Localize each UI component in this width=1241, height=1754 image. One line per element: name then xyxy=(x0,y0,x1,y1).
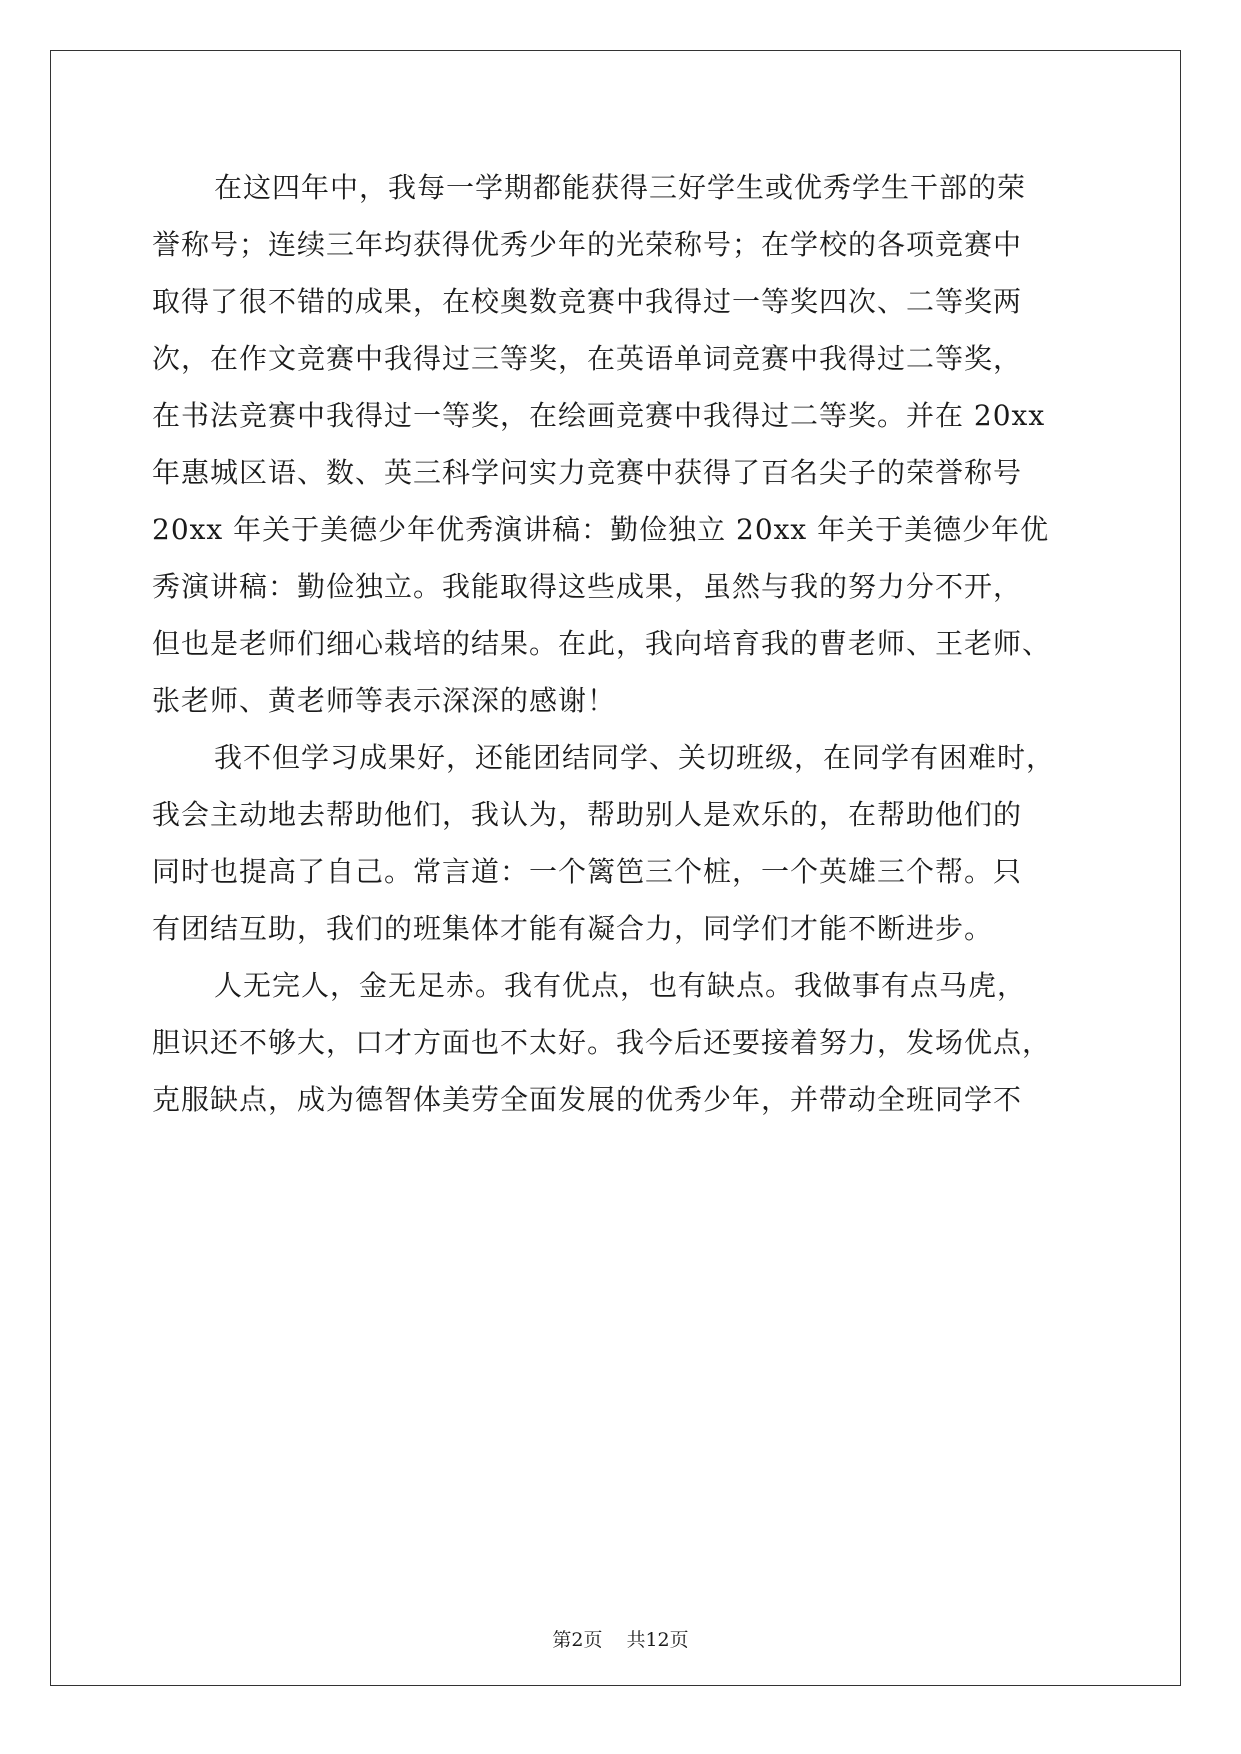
paragraph-1-line-4: 次，在作文竞赛中我得过三等奖，在英语单词竞赛中我得过二等奖， xyxy=(152,342,1023,375)
paragraph-1-line-9: 但也是老师们细心栽培的结果。在此，我向培育我的曹老师、王老师、 xyxy=(152,627,1052,660)
paragraph-1-line-1: 在这四年中，我每一学期都能获得三好学生或优秀学生干部的荣 xyxy=(214,171,1027,204)
paragraph-3-line-1: 人无完人，金无足赤。我有优点，也有缺点。我做事有点马虎， xyxy=(214,969,1027,1002)
total-pages: 共12页 xyxy=(626,1629,689,1651)
paragraph-1-line-8: 秀演讲稿：勤俭独立。我能取得这些成果，虽然与我的努力分不开， xyxy=(152,570,1023,603)
paragraph-1-line-5: 在书法竞赛中我得过一等奖，在绘画竞赛中我得过二等奖。并在 20xx xyxy=(152,399,1046,432)
page-footer xyxy=(0,1628,1241,1652)
paragraph-1-line-7: 20xx 年关于美德少年优秀演讲稿：勤俭独立 20xx 年关于美德少年优 xyxy=(152,513,1050,546)
paragraph-1-line-6: 年惠城区语、数、英三科学问实力竞赛中获得了百名尖子的荣誉称号 xyxy=(152,456,1023,489)
paragraph-2-line-4: 有团结互助，我们的班集体才能有凝合力，同学们才能不断进步。 xyxy=(152,912,994,945)
page-number: 第2页 xyxy=(552,1629,603,1651)
paragraph-3-line-2: 胆识还不够大，口才方面也不太好。我今后还要接着努力，发场优点， xyxy=(152,1026,1052,1059)
paragraph-2-line-2: 我会主动地去帮助他们，我认为，帮助别人是欢乐的，在帮助他们的 xyxy=(152,798,1023,831)
paragraph-1-line-10: 张老师、黄老师等表示深深的感谢！ xyxy=(152,684,617,717)
paragraph-1-line-2: 誉称号；连续三年均获得优秀少年的光荣称号；在学校的各项竞赛中 xyxy=(152,228,1023,261)
paragraph-2-line-3: 同时也提高了自己。常言道：一个篱笆三个桩，一个英雄三个帮。只 xyxy=(152,855,1023,888)
paragraph-1-line-3: 取得了很不错的成果，在校奥数竞赛中我得过一等奖四次、二等奖两 xyxy=(152,285,1023,318)
paragraph-3-line-3: 克服缺点，成为德智体美劳全面发展的优秀少年，并带动全班同学不 xyxy=(152,1083,1023,1116)
paragraph-2-line-1: 我不但学习成果好，还能团结同学、关切班级，在同学有困难时， xyxy=(214,741,1056,774)
